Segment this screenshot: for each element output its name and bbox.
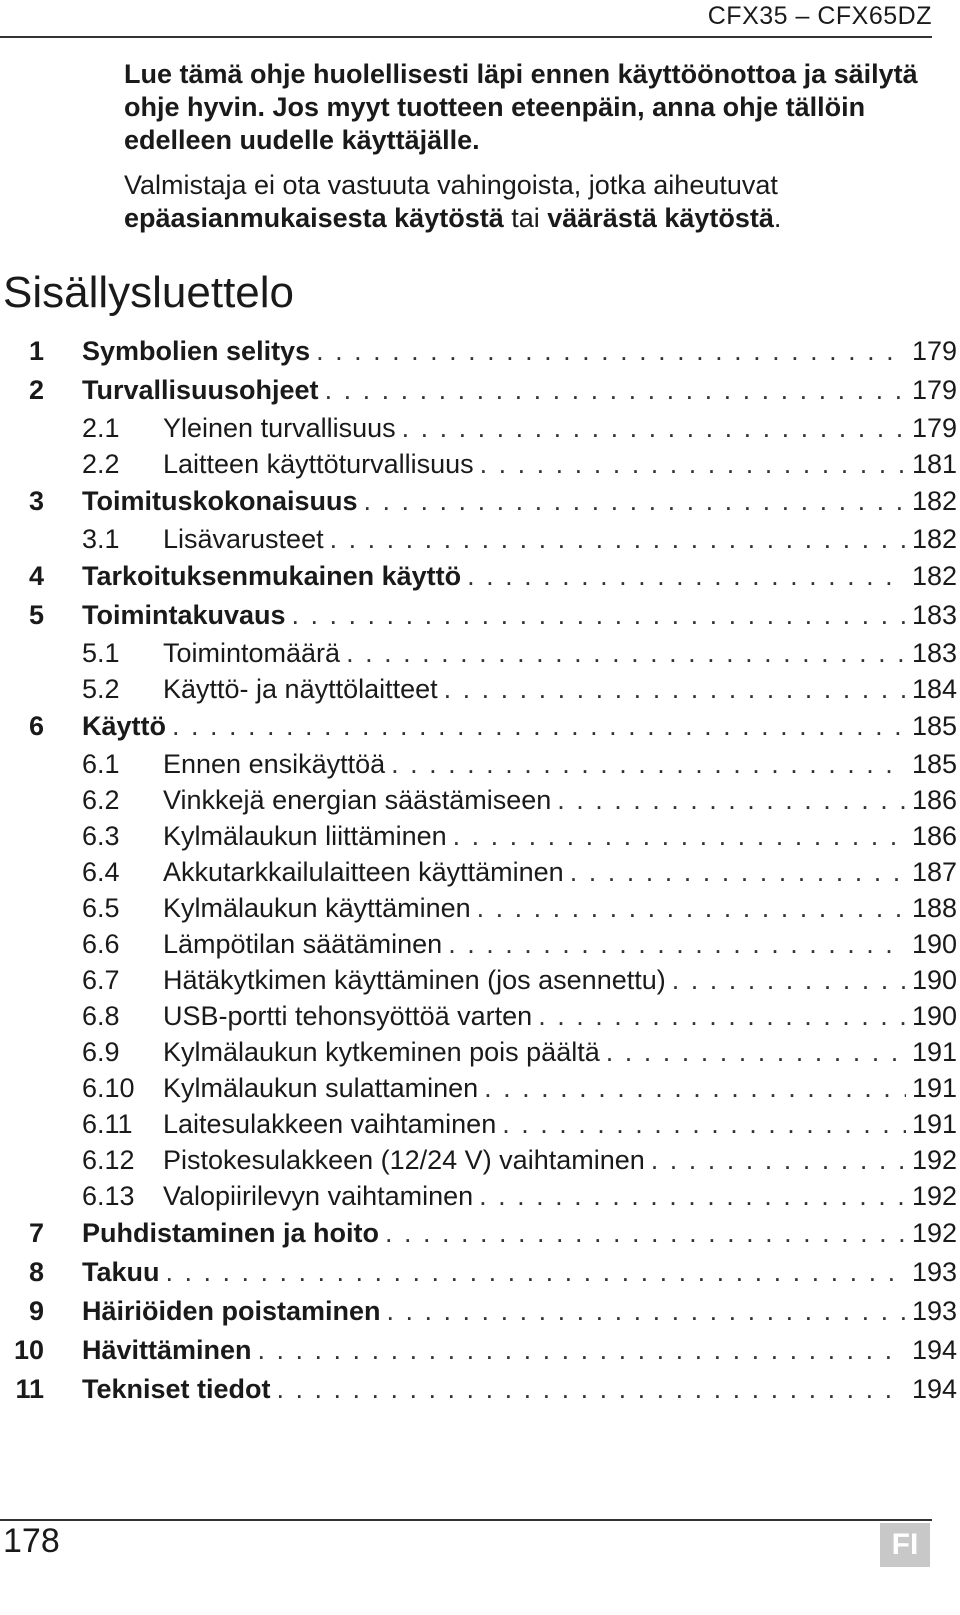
toc-entry-label: Häiriöiden poistaminen [82, 1296, 381, 1326]
page-number: 178 [3, 1522, 60, 1560]
toc-entry-label: Puhdistaminen ja hoito [82, 1218, 380, 1248]
toc-entry-number: 7 [28, 1218, 44, 1248]
toc-entry-leader-dots [402, 410, 906, 446]
toc-entry-page: 192 [911, 1145, 957, 1175]
toc-entry-line [163, 446, 957, 482]
toc-entry[interactable] [0, 371, 957, 410]
toc-entry-leader-dots [325, 371, 906, 410]
toc-entry-page: 194 [911, 1374, 957, 1404]
toc-entry-line [163, 671, 957, 707]
toc-entry-page: 190 [911, 1001, 957, 1031]
toc-entry-label: Vinkkejä energian säästämiseen [163, 785, 552, 815]
toc-entry-line [163, 782, 957, 818]
toc-entry-leader-dots [479, 1178, 906, 1214]
toc-entry[interactable] [0, 998, 957, 1034]
toc-entry-number: 6.1 [82, 749, 120, 779]
toc-entry-leader-dots [292, 596, 906, 635]
toc-entry[interactable] [0, 446, 957, 482]
toc-entry-line [163, 890, 957, 926]
toc-entry-label: Laitteen käyttöturvallisuus [163, 449, 474, 479]
toc-entry-leader-dots [538, 998, 906, 1034]
language-badge: FI [880, 1523, 930, 1567]
toc-entry-number: 6.6 [82, 929, 120, 959]
toc-entry-line [82, 1331, 957, 1370]
toc-entry-line [163, 1034, 957, 1070]
toc-entry-leader-dots [570, 854, 906, 890]
toc-entry[interactable] [0, 1214, 957, 1253]
toc-entry-page: 181 [911, 449, 957, 479]
toc-entry[interactable] [0, 521, 957, 557]
toc-entry-line [82, 1370, 957, 1409]
toc-entry[interactable] [0, 635, 957, 671]
toc-entry-leader-dots [453, 818, 906, 854]
toc-entry-label: Lisävarusteet [163, 524, 324, 554]
liability-note [124, 169, 934, 235]
toc-entry[interactable] [0, 557, 957, 596]
document-model-header: CFX35 – CFX65DZ [707, 2, 932, 30]
toc-entry[interactable] [0, 1178, 957, 1214]
toc-entry-page: 183 [911, 600, 957, 630]
toc-entry-page: 186 [911, 785, 957, 815]
toc-entry-label: Kylmälaukun käyttäminen [163, 893, 471, 923]
toc-entry[interactable] [0, 746, 957, 782]
toc-entry[interactable] [0, 1142, 957, 1178]
toc-entry-page: 179 [911, 413, 957, 443]
toc-entry-label: Pistokesulakkeen (12/24 V) vaihtaminen [163, 1145, 645, 1175]
toc-entry-line [82, 1253, 957, 1292]
toc-entry-line [163, 410, 957, 446]
toc-entry-page: 191 [911, 1109, 957, 1139]
toc-entry-line [163, 1106, 957, 1142]
toc-entry[interactable] [0, 1034, 957, 1070]
toc-entry-number: 6.8 [82, 1001, 120, 1031]
toc-entry-line [82, 596, 957, 635]
toc-entry[interactable] [0, 1070, 957, 1106]
toc-entry-line [82, 1292, 957, 1331]
toc-entry-number: 6.9 [82, 1037, 120, 1067]
toc-entry-number: 6.12 [82, 1145, 135, 1175]
toc-entry-label: Käyttö [82, 711, 167, 741]
toc-entry-label: Tekniset tiedot [82, 1374, 271, 1404]
toc-entry-number: 6.2 [82, 785, 120, 815]
toc-entry-leader-dots [172, 707, 906, 746]
toc-entry-number: 6.7 [82, 965, 120, 995]
toc-entry-label: Turvallisuusohjeet [82, 375, 319, 405]
toc-entry-leader-dots [651, 1142, 906, 1178]
toc-entry[interactable] [0, 962, 957, 998]
toc-entry-line [82, 371, 957, 410]
toc-entry-leader-dots [316, 332, 906, 371]
toc-entry-page: 193 [911, 1257, 957, 1287]
header-divider [0, 36, 932, 38]
toc-entry-leader-dots [391, 746, 906, 782]
toc-entry-page: 183 [911, 638, 957, 668]
toc-entry-label: Kylmälaukun sulattaminen [163, 1073, 479, 1103]
toc-entry-line [163, 1070, 957, 1106]
toc-entry-number: 5.2 [82, 674, 120, 704]
liability-bold-improper-use: epäasianmukaisesta käytöstä [124, 203, 504, 233]
liability-text-3: . [773, 203, 782, 233]
toc-entry-number: 9 [28, 1296, 44, 1326]
toc-entry-number: 6.13 [82, 1181, 135, 1211]
toc-entry-line [163, 926, 957, 962]
toc-entry-line [163, 962, 957, 998]
toc-entry-page: 190 [911, 965, 957, 995]
toc-entry[interactable] [0, 890, 957, 926]
toc-entry-leader-dots [467, 557, 906, 596]
toc-entry-page: 192 [911, 1218, 957, 1248]
toc-entry-label: Hävittäminen [82, 1335, 252, 1365]
table-of-contents [0, 332, 957, 1409]
toc-entry-leader-dots [477, 890, 906, 926]
toc-entry-page: 185 [911, 711, 957, 741]
toc-entry-number: 3.1 [82, 524, 120, 554]
toc-entry-page: 179 [911, 375, 957, 405]
toc-entry-line [82, 1214, 957, 1253]
toc-entry-line [82, 482, 957, 521]
toc-entry-page: 193 [911, 1296, 957, 1326]
toc-entry-number: 10 [13, 1335, 44, 1365]
toc-entry-label: Ennen ensikäyttöä [163, 749, 386, 779]
toc-entry-page: 194 [911, 1335, 957, 1365]
toc-entry[interactable] [0, 410, 957, 446]
toc-entry[interactable] [0, 596, 957, 635]
toc-entry[interactable] [0, 332, 957, 371]
toc-entry-number: 8 [28, 1257, 44, 1287]
toc-entry-line [163, 635, 957, 671]
toc-entry-label: Käyttö- ja näyttölaitteet [163, 674, 438, 704]
toc-entry-page: 191 [911, 1073, 957, 1103]
toc-entry-line [163, 521, 957, 557]
toc-entry-number: 6.11 [82, 1109, 133, 1139]
toc-entry-page: 184 [911, 674, 957, 704]
toc-entry-line [163, 1178, 957, 1214]
toc-entry-page: 185 [911, 749, 957, 779]
toc-entry-leader-dots [557, 782, 906, 818]
toc-entry-leader-dots [606, 1034, 906, 1070]
toc-entry-number: 6 [28, 711, 44, 741]
toc-entry-label: Tarkoituksenmukainen käyttö [82, 561, 462, 591]
toc-entry-label: Takuu [82, 1257, 160, 1287]
toc-entry[interactable] [0, 1253, 957, 1292]
toc-entry[interactable] [0, 671, 957, 707]
toc-entry-number: 6.5 [82, 893, 120, 923]
toc-entry-label: Yleinen turvallisuus [163, 413, 396, 443]
toc-entry-number: 11 [15, 1374, 44, 1404]
toc-entry-label: USB-portti tehonsyöttöä varten [163, 1001, 533, 1031]
toc-entry-leader-dots [258, 1331, 906, 1370]
toc-title: Sisällysluettelo [3, 268, 295, 317]
toc-entry-leader-dots [480, 446, 906, 482]
toc-entry[interactable] [0, 854, 957, 890]
toc-entry-label: Toimintomäärä [163, 638, 341, 668]
toc-entry-leader-dots [277, 1370, 906, 1409]
toc-entry-line [163, 1142, 957, 1178]
toc-entry-number: 3 [28, 486, 44, 516]
toc-entry[interactable] [0, 1106, 957, 1142]
toc-entry-number: 5.1 [82, 638, 120, 668]
toc-entry-number: 6.3 [82, 821, 120, 851]
reading-warning: Lue tämä ohje huolellisesti läpi ennen käyttöönottoa ja säilytä ohje hyvin. Jos myyt tuotteen eteenpäin, anna ohje tällöin edelleen uudelle käyttäjälle. [124, 59, 918, 155]
liability-bold-wrong-use: väärästä käytöstä [547, 203, 774, 233]
toc-entry-leader-dots [484, 1070, 906, 1106]
toc-entry-leader-dots [672, 962, 906, 998]
toc-entry[interactable] [0, 1331, 957, 1370]
toc-entry-leader-dots [385, 1214, 906, 1253]
toc-entry-number: 6.10 [82, 1073, 135, 1103]
toc-entry-number: 6.4 [82, 857, 120, 887]
toc-entry-number: 2.1 [82, 413, 120, 443]
toc-entry-page: 182 [911, 486, 957, 516]
toc-entry-page: 187 [911, 857, 957, 887]
toc-entry[interactable] [0, 818, 957, 854]
toc-entry-leader-dots [330, 521, 906, 557]
toc-entry-leader-dots [444, 671, 906, 707]
toc-entry-leader-dots [346, 635, 906, 671]
toc-entry-page: 182 [911, 561, 957, 591]
toc-entry-line [163, 998, 957, 1034]
toc-entry-page: 186 [911, 821, 957, 851]
footer-divider [0, 1519, 932, 1521]
toc-entry-line [82, 557, 957, 596]
toc-entry-label: Hätäkytkimen käyttäminen (jos asennettu) [163, 965, 666, 995]
toc-entry-number: 2 [28, 375, 44, 405]
toc-entry-line [163, 818, 957, 854]
toc-entry-leader-dots [166, 1253, 906, 1292]
toc-entry-label: Kylmälaukun liittäminen [163, 821, 447, 851]
toc-entry-page: 191 [911, 1037, 957, 1067]
toc-entry[interactable] [0, 926, 957, 962]
toc-entry-label: Toimintakuvaus [82, 600, 286, 630]
toc-entry-leader-dots [502, 1106, 906, 1142]
toc-entry[interactable] [0, 482, 957, 521]
toc-entry-line [163, 854, 957, 890]
toc-entry-label: Kylmälaukun kytkeminen pois päältä [163, 1037, 600, 1067]
toc-entry-page: 188 [911, 893, 957, 923]
toc-entry-number: 4 [28, 561, 44, 591]
toc-entry-line [82, 707, 957, 746]
toc-entry-page: 182 [911, 524, 957, 554]
toc-entry-page: 179 [911, 336, 957, 366]
toc-entry[interactable] [0, 1292, 957, 1331]
liability-text-1: Valmistaja ei ota vastuuta vahingoista, jotka aiheutuvat [124, 170, 778, 200]
toc-entry[interactable] [0, 1370, 957, 1409]
toc-entry[interactable] [0, 782, 957, 818]
toc-entry-label: Symbolien selitys [82, 336, 311, 366]
toc-entry-label: Akkutarkkailulaitteen käyttäminen [163, 857, 564, 887]
toc-entry-number: 2.2 [82, 449, 120, 479]
toc-entry-leader-dots [387, 1292, 906, 1331]
toc-entry-leader-dots [448, 926, 906, 962]
toc-entry[interactable] [0, 707, 957, 746]
toc-entry-leader-dots [364, 482, 906, 521]
toc-entry-label: Lämpötilan säätäminen [163, 929, 443, 959]
intro-section [124, 58, 934, 247]
toc-entry-line [163, 746, 957, 782]
toc-entry-number: 5 [28, 600, 44, 630]
toc-entry-number: 1 [28, 336, 44, 366]
liability-text-2: tai [503, 203, 548, 233]
toc-entry-label: Toimituskokonaisuus [82, 486, 358, 516]
toc-entry-label: Valopiirilevyn vaihtaminen [163, 1181, 474, 1211]
toc-entry-page: 192 [911, 1181, 957, 1211]
toc-entry-label: Laitesulakkeen vaihtaminen [163, 1109, 497, 1139]
toc-entry-page: 190 [911, 929, 957, 959]
toc-entry-line [82, 332, 957, 371]
